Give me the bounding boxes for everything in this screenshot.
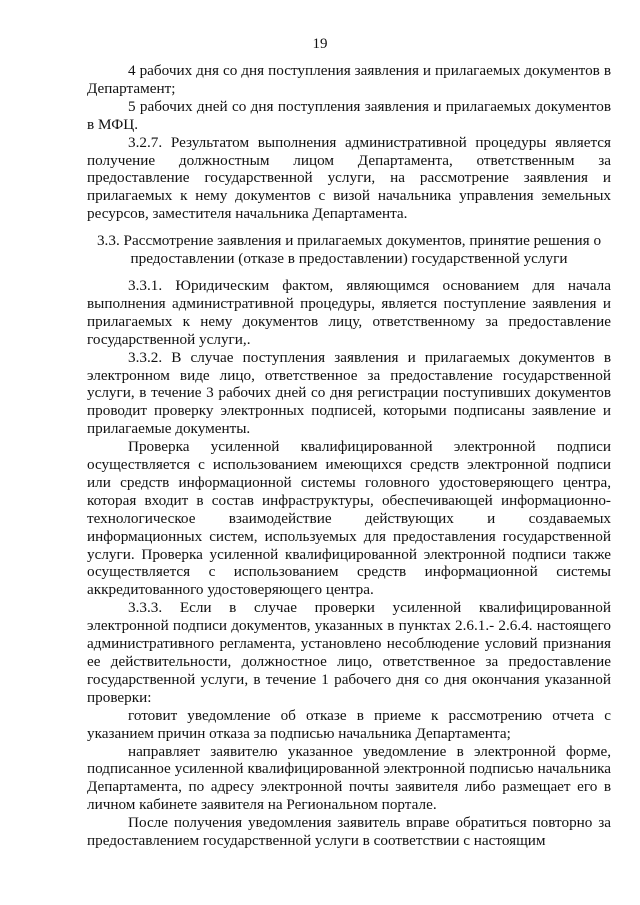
spacer: [87, 268, 611, 277]
section-heading-3-3: 3.3. Рассмотрение заявления и прилагаемых документов, принятие решения о предоставлении (отказе в предоставлении) государственной услуги: [96, 232, 602, 268]
paragraph-deadline-mfc: 5 рабочих дней со дня поступления заявления и прилагаемых документов в МФЦ.: [87, 97, 611, 133]
paragraph-signature-check: Проверка усиленной квалифицированной электронной подписи осуществляется с использованием имеющихся средств электронной подписи или средств информационной системы головного удостоверяющего центра, которая входит в состав инфраструктуры, обеспечивающей информационно-технологическое взаимодействие действующих и создаваемых информационных систем, используемых для предоставления государственной услуги. Проверка усиленной квалифицированной электронной подписи также осуществляется с использованием средств информационной системы аккредитованного удостоверяющего центра.: [87, 438, 611, 599]
paragraph-deadline-department: 4 рабочих дня со дня поступления заявления и прилагаемых документов в Департамент;: [87, 62, 611, 97]
paragraph-3-2-7: 3.2.7. Результатом выполнения административной процедуры является получение должностным лицом Департамента, ответственным за предоставление государственной услуги, на рассмотрение заявления и прилагаемых к нему документов с визой начальника управления земельных ресурсов, заместителя начальника Департамента.: [87, 133, 611, 223]
paragraph-send-notice: направляет заявителю указанное уведомление в электронной форме, подписанное усиленной квалифицированной электронной подписью начальника Департамента, по адресу электронной почты заявителя либо размещает его в личном кабинете заявителя на Региональном портале.: [87, 742, 611, 814]
spacer: [87, 223, 611, 232]
paragraph-3-3-2: 3.3.2. В случае поступления заявления и прилагаемых документов в электронном виде лицо, ответственное за предоставление государственной услуги, в течение 3 рабочих дней со дня регистрации поступивших документов проводит проверку электронных подписей, которыми подписаны заявление и прилагаемые документы.: [87, 348, 611, 438]
paragraph-3-3-3: 3.3.3. Если в случае проверки усиленной квалифицированной электронной подписи документов, указанных в пунктах 2.6.1.- 2.6.4. настоящего административного регламента, установлено несоблюдение условий признания ее действительности, должностное лицо, ответственное за предоставление государственной услуги, в течение 1 рабочего дня со дня окончания указанной проверки:: [87, 599, 611, 706]
document-body: [87, 62, 611, 850]
page-number: 19: [312, 36, 328, 52]
paragraph-reapply: После получения уведомления заявитель вправе обратиться повторно за предоставлением государственной услуги в соответствии с настоящим: [87, 814, 611, 850]
paragraph-prepare-notice: готовит уведомление об отказе в приеме к рассмотрению отчета с указанием причин отказа за подписью начальника Департамента;: [87, 706, 611, 742]
paragraph-3-3-1: 3.3.1. Юридическим фактом, являющимся основанием для начала выполнения административной процедуры, является поступление заявления и прилагаемых к нему документов лицу, ответственному за предоставление государственной услуги,.: [87, 276, 611, 348]
